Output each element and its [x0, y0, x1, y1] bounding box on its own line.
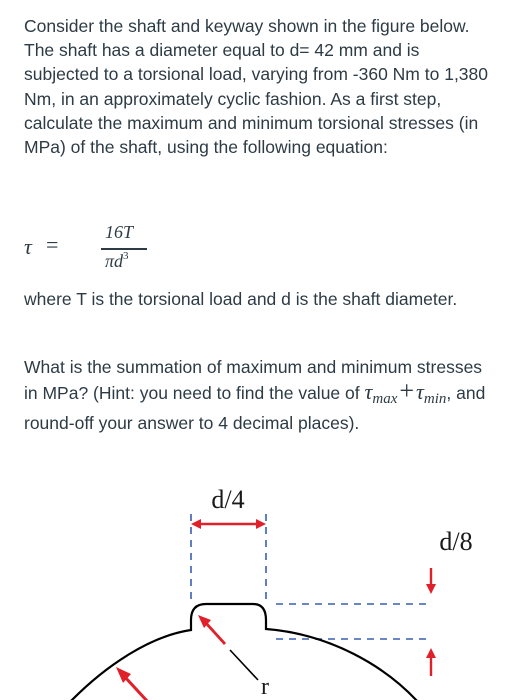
- tau-max-base: τ: [364, 379, 373, 405]
- denominator-exponent: 3: [123, 250, 129, 262]
- shaft-keyway-figure: [0, 470, 516, 700]
- torsion-formula: [24, 222, 224, 282]
- numerator-text: 16T: [105, 222, 134, 242]
- fillet-arrow-shaft: [205, 622, 225, 644]
- formula-tau: τ: [24, 234, 32, 259]
- tau-max-expression: [364, 376, 447, 408]
- depth-label: d/8: [439, 527, 473, 556]
- problem-text: [24, 14, 496, 159]
- formula-denominator: [105, 250, 129, 272]
- radius-label: r: [261, 674, 269, 700]
- problem-intro: Consider the shaft and keyway shown in the figure below. The shaft has a diameter equal to d= 42 mm and is subjected to a torsional load, varying from -360 Nm to 1,380 Nm, in an approximately cyclic fashion. As a first step, calculate the maximum and minimum torsional stresses (in MPa) of the shaft, using the following equation:: [24, 16, 488, 158]
- question-text: [24, 355, 496, 436]
- fillet-leader: [230, 650, 258, 680]
- where-text: where T is the torsional load and d is the shaft diameter.: [24, 289, 458, 309]
- tau-min-sub: min: [423, 391, 447, 408]
- shaft-outline: [70, 604, 418, 700]
- denominator-base: πd: [105, 251, 124, 271]
- width-label: d/4: [211, 485, 245, 514]
- tau-max-sub: max: [372, 391, 398, 408]
- width-arrowhead-left: [191, 519, 201, 529]
- depth-arrowhead-bottom: [426, 648, 436, 658]
- tau-min-base: τ: [416, 379, 424, 405]
- question-part1: What is the summation of maximum and minimum stresses in MPa? (Hint: you need to find the value of: [24, 357, 483, 404]
- question-part2: , and round-off your answer to 4 decimal places).: [24, 383, 486, 434]
- formula-equals: =: [46, 232, 59, 257]
- shaft-radius-arrow: [124, 676, 148, 700]
- plus-sign: +: [399, 376, 415, 406]
- formula-numerator: [105, 222, 133, 243]
- width-arrowhead-right: [256, 519, 266, 529]
- depth-arrowhead-top: [426, 584, 436, 594]
